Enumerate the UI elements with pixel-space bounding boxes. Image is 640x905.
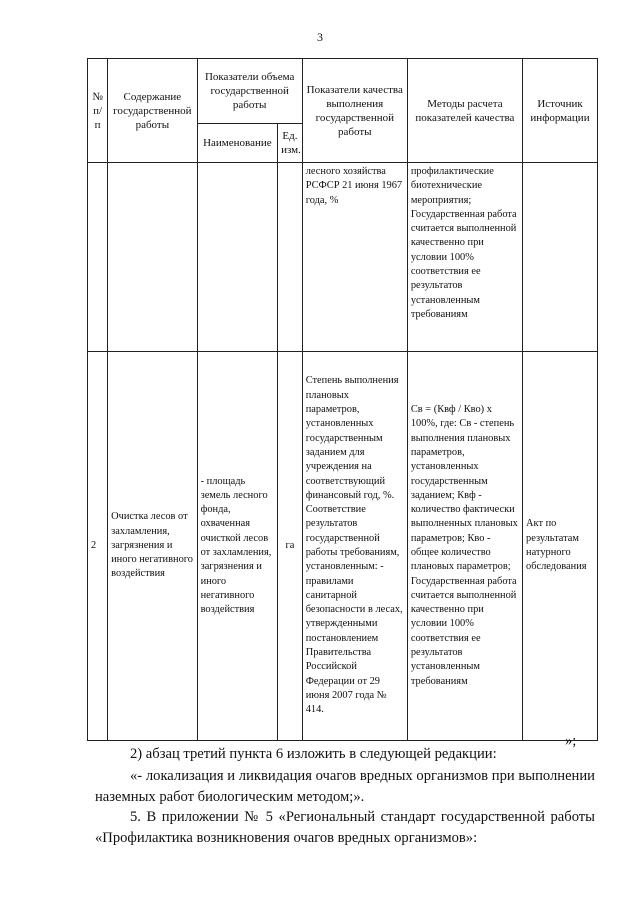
header-num: № п/п	[88, 59, 108, 163]
cell-num	[88, 163, 108, 352]
cell-content: Очистка лесов от захламления, загрязнения и иного негативного воздействия	[108, 352, 197, 741]
header-volume-unit: Ед. изм.	[278, 124, 303, 163]
closing-quote: »;	[565, 733, 577, 749]
paragraph-quote: «- локализация и ликвидация очагов вредных организмов при выполнении наземных работ биологическим методом;».	[95, 768, 595, 805]
cell-source	[523, 163, 598, 352]
cell-methods: Св = (Квф / Кво) х 100%, где: Св - степень выполнения плановых параметров, установленных государственным заданием; Квф - количество фактически выполненных плановых параметров; Кво - общее количество плановых параметров; Государственная работа считается выполненной качественно при условии 100% соответствия ее результатов установленным требованиям	[407, 352, 522, 741]
cell-quality: Степень выполнения плановых параметров, установленных государственным заданием для учреждения на соответствующий финансовый год, %. Соответствие результатов государственной работы требованиям, установленным: - правилами санитарной безопасности в лесах, утвержденными постановлением Правительства Российской Федерации от 29 июня 2007 года № 414.	[302, 352, 407, 741]
paragraph-item-2: 2) абзац третий пункта 6 изложить в следующей редакции:	[130, 746, 497, 762]
cell-volume-name: - площадь земель лесного фонда, охваченная очисткой лесов от захламления, загрязнения и иного негативного воздействия	[197, 352, 278, 741]
table-header-row	[88, 59, 598, 124]
cell-volume-name	[197, 163, 278, 352]
cell-quality: лесного хозяйства РСФСР 21 июня 1967 года, %	[302, 163, 407, 352]
header-quality: Показатели качества выполнения государственной работы	[302, 59, 407, 163]
header-methods: Методы расчета показателей качества	[407, 59, 522, 163]
header-content: Содержание государственной работы	[108, 59, 197, 163]
header-source: Источник информации	[523, 59, 598, 163]
header-volume-name: Наименование	[197, 124, 278, 163]
page-number: 3	[317, 30, 323, 44]
cell-source: Акт по результатам натурного обследования	[523, 352, 598, 741]
quality-standard-table	[87, 58, 598, 741]
paragraph-item-5: 5. В приложении № 5 «Региональный стандарт государственной работы «Профилактика возникновения очагов вредных организмов»:	[95, 809, 595, 846]
cell-num: 2	[88, 352, 108, 741]
table-row	[88, 352, 598, 741]
header-volume: Показатели объема государственной работы	[197, 59, 302, 124]
table-row	[88, 163, 598, 352]
cell-content	[108, 163, 197, 352]
cell-volume-unit	[278, 163, 303, 352]
cell-methods: профилактические биотехнические мероприятия; Государственная работа считается выполненной качественно при условии 100% соответствия ее результатов установленным требованиям	[407, 163, 522, 352]
cell-volume-unit: га	[278, 352, 303, 741]
